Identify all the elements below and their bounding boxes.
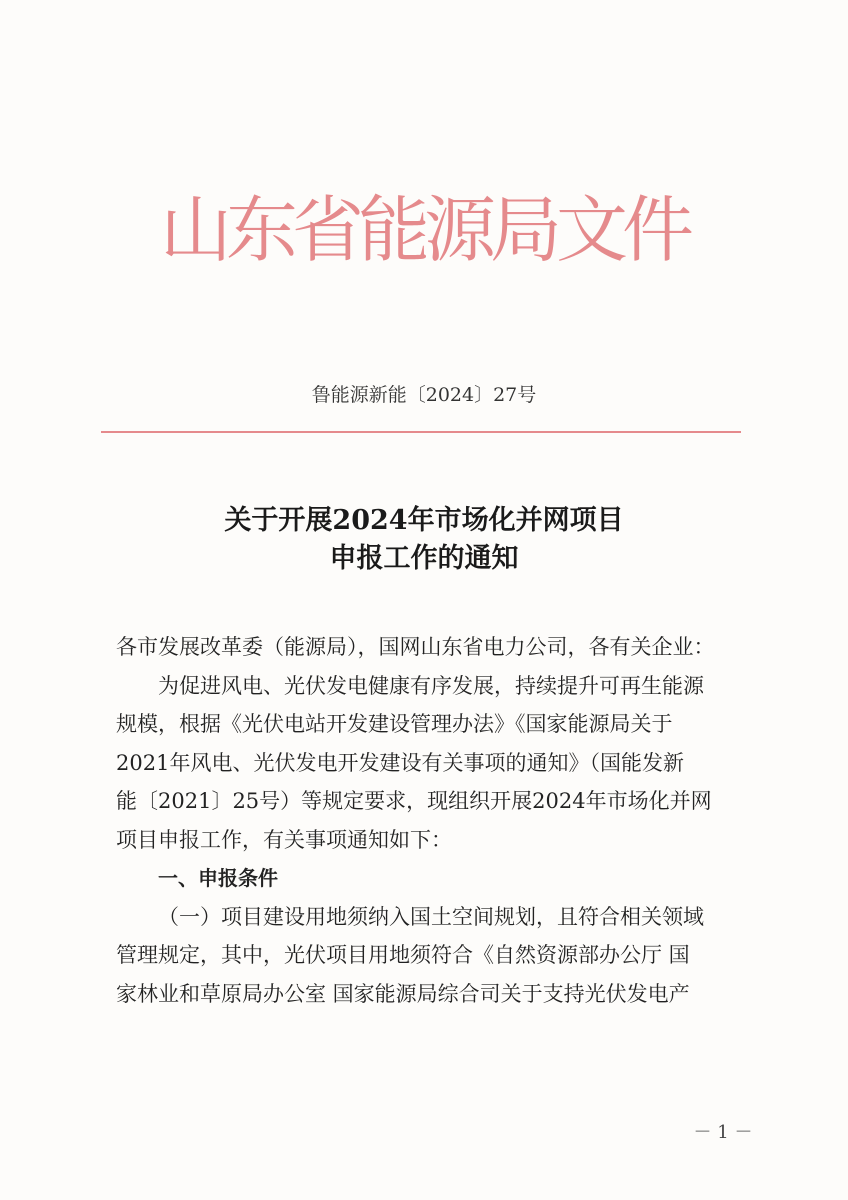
recipients-line: 各市发展改革委（能源局），国网山东省电力公司，各有关企业： (116, 635, 715, 659)
section-heading: 一、申报条件 (158, 866, 278, 890)
paragraph-line: 2021年风电、光伏发电开发建设有关事项的通知》（国能发新 (116, 750, 684, 775)
notice-title (0, 502, 848, 578)
paragraph-line: 家林业和草原局办公室 国家能源局综合司关于支持光伏发电产 (116, 981, 690, 1006)
paragraph-line: 为促进风电、光伏发电健康有序发展，持续提升可再生能源 (158, 673, 704, 698)
red-divider-line (101, 431, 741, 433)
document-number: 鲁能源新能〔2024〕27号 (311, 384, 537, 406)
paragraph-line: （一）项目建设用地须纳入国土空间规划，且符合相关领域 (158, 904, 704, 929)
notice-body (116, 628, 746, 1013)
notice-title-line1: 关于开展2024年市场化并网项目 (224, 505, 624, 536)
agency-header-title: 山东省能源局文件 (159, 188, 688, 272)
page-number: － 1 － (693, 1122, 753, 1143)
notice-title-line2: 申报工作的通知 (329, 543, 519, 574)
paragraph-line: 规模，根据《光伏电站开发建设管理办法》《国家能源局关于 (116, 712, 673, 736)
paragraph-line: 管理规定，其中，光伏项目用地须符合《自然资源部办公厅 国 (116, 943, 690, 967)
paragraph-line: 项目申报工作，有关事项通知如下： (116, 827, 452, 852)
paragraph-line: 能〔2021〕25号）等规定要求，现组织开展2024年市场化并网 (116, 789, 712, 813)
